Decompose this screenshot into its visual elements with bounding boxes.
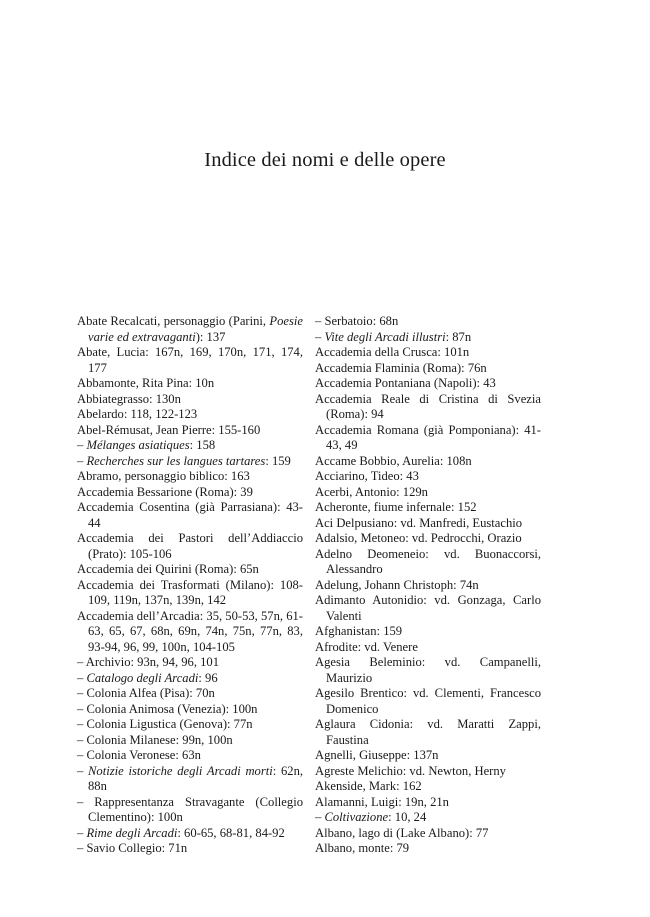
entry-text: Accademia dei Quirini (Roma): 65n [77, 562, 259, 576]
index-entry [315, 469, 541, 485]
entry-text: – Colonia Ligustica (Genova): 77n [77, 717, 253, 731]
entry-work-title: Mélanges asiatiques [86, 438, 190, 452]
index-entry [315, 810, 541, 826]
index-entry [77, 531, 303, 562]
index-entry [77, 578, 303, 609]
entry-text: Abelardo: 118, 122-123 [77, 407, 198, 421]
entry-text: Abate Recalcati, personaggio (Parini, [77, 314, 270, 328]
entry-text: Accademia Romana (già Pomponiana): 41-43, 49 [315, 422, 541, 452]
entry-text: Adimanto Autonidio: vd. Gonzaga, Carlo Valenti [315, 593, 541, 623]
entry-text: Adalsio, Metoneo: vd. Pedrocchi, Orazio [315, 531, 522, 545]
entry-text: Afrodite: vd. Venere [315, 639, 418, 654]
entry-text: : 60-65, 68-81, 84-92 [177, 825, 285, 840]
entry-text: – Colonia Alfea (Pisa): 70n [77, 686, 215, 700]
index-entry [77, 748, 303, 764]
entry-text: – [77, 825, 87, 840]
entry-text: – [77, 438, 87, 452]
index-entry [315, 547, 541, 578]
entry-text: Agesia Beleminio: vd. Campanelli, Maurizio [315, 655, 541, 685]
index-entry [77, 469, 303, 485]
index-entry [315, 578, 541, 594]
entry-text: Albano, monte: 79 [315, 841, 410, 855]
entry-text: Afghanistan: 159 [315, 624, 403, 638]
entry-text: Albano, lago di (Lake Albano): 77 [315, 825, 489, 840]
entry-text: – [77, 763, 89, 778]
entry-text: Abbamonte, Rita Pina: 10n [77, 376, 215, 390]
index-entry [77, 841, 303, 857]
index-entry [315, 392, 541, 423]
index-entry [315, 531, 541, 547]
index-entry [77, 314, 303, 345]
entry-text: Alamanni, Luigi: 19n, 21n [315, 794, 449, 809]
index-entry [315, 500, 541, 516]
entry-text: Accame Bobbio, Aurelia: 108n [315, 453, 472, 468]
index-entry [315, 841, 541, 857]
entry-text: – Rappresentanza Stravagante (Collegio Clementino): 100n [77, 794, 303, 824]
index-entry [315, 330, 541, 346]
entry-work-title: Coltivazione [324, 810, 389, 824]
index-entry [315, 624, 541, 640]
index-entry [77, 438, 303, 454]
index-entry [315, 314, 541, 330]
index-entry [77, 733, 303, 749]
entry-text: – [77, 670, 87, 685]
entry-text: – [315, 810, 325, 824]
index-column-left [77, 314, 303, 857]
entry-text: ): 137 [195, 329, 226, 344]
entry-text: Abel-Rémusat, Jean Pierre: 155-160 [77, 422, 261, 437]
index-entry [77, 392, 303, 408]
index-entry [315, 795, 541, 811]
entry-work-title: Rime degli Arcadi [86, 825, 178, 840]
entry-text: Accademia Pontaniana (Napoli): 43 [315, 376, 496, 390]
entry-text: : 158 [189, 438, 216, 452]
entry-text: Abate, Lucia: 167n, 169, 170n, 171, 174, 177 [77, 345, 303, 375]
index-entry [77, 423, 303, 439]
index-entry [77, 485, 303, 501]
index-entry [315, 826, 541, 842]
index-column-right [315, 314, 541, 857]
index-entry [77, 671, 303, 687]
index-entry [315, 779, 541, 795]
index-entry [315, 485, 541, 501]
index-entry [77, 764, 303, 795]
index-entry [315, 717, 541, 748]
index-entry [315, 345, 541, 361]
entry-text: : 62n, 88n [88, 763, 304, 793]
index-entry [315, 655, 541, 686]
entry-text: Accademia Flaminia (Roma): 76n [315, 360, 487, 375]
index-entry [77, 407, 303, 423]
entry-text: – Savio Collegio: 71n [77, 841, 188, 855]
entry-text: – Serbatoio: 68n [315, 314, 399, 328]
index-entry [77, 609, 303, 656]
entry-text: Accademia dell’Arcadia: 35, 50-53, 57n, 61-63, 65, 67, 68n, 69n, 74n, 75n, 77n, 83, 93-94, 96, 99, 100n, 104-105 [77, 608, 303, 654]
index-entry [315, 454, 541, 470]
entry-text: – [77, 453, 87, 468]
index-entry [315, 516, 541, 532]
index-entry [77, 562, 303, 578]
index-entry [77, 655, 303, 671]
index-entry [315, 423, 541, 454]
entry-text: – Colonia Milanese: 99n, 100n [77, 732, 233, 747]
entry-text: Accademia dei Pastori dell’Addiaccio (Prato): 105-106 [77, 531, 303, 561]
index-entry [77, 826, 303, 842]
index-entry [77, 345, 303, 376]
index-entry [315, 640, 541, 656]
entry-work-title: Catalogo degli Arcadi [86, 670, 199, 685]
entry-text: Accademia Bessarione (Roma): 39 [77, 484, 253, 499]
index-entry [315, 686, 541, 717]
entry-text: Adelung, Johann Christoph: 74n [315, 577, 479, 592]
entry-text: – Colonia Animosa (Venezia): 100n [77, 701, 258, 716]
entry-text: Agnelli, Giuseppe: 137n [315, 748, 439, 762]
entry-text: Acheronte, fiume infernale: 152 [315, 500, 477, 514]
entry-text: : 87n [445, 329, 472, 344]
entry-text: Agesilo Brentico: vd. Clementi, Francesco Domenico [315, 686, 541, 716]
entry-text: Akenside, Mark: 162 [315, 779, 422, 793]
entry-text: Aglaura Cidonia: vd. Maratti Zappi, Faustina [315, 717, 541, 747]
index-entry [315, 376, 541, 392]
page-title: Indice dei nomi e delle opere [204, 149, 446, 171]
entry-text: Accademia dei Trasformati (Milano): 108-109, 119n, 137n, 139n, 142 [77, 577, 303, 607]
entry-text: : 10, 24 [388, 810, 427, 824]
index-entry [77, 376, 303, 392]
entry-text: – Colonia Veronese: 63n [77, 748, 201, 762]
entry-text: : 159 [265, 453, 291, 468]
entry-text: – Archivio: 93n, 94, 96, 101 [77, 655, 220, 669]
entry-text: Acerbi, Antonio: 129n [315, 484, 428, 499]
index-entry [77, 500, 303, 531]
entry-work-title: Notizie istoriche degli Arcadi morti [88, 763, 273, 778]
index-entry [77, 686, 303, 702]
entry-work-title: Poesie varie ed extravaganti [88, 314, 303, 344]
index-entry [77, 454, 303, 470]
index-entry [77, 795, 303, 826]
entry-text: Accademia Reale di Cristina di Svezia (Roma): 94 [315, 391, 541, 421]
entry-text: Aci Delpusiano: vd. Manfredi, Eustachio [315, 515, 523, 530]
index-entry [77, 717, 303, 733]
entry-text: Accademia Cosentina (già Parrasiana): 43-44 [77, 500, 303, 530]
entry-text: : 96 [198, 670, 218, 685]
index-entry [77, 702, 303, 718]
index-entry [315, 764, 541, 780]
entry-text: Agreste Melichio: vd. Newton, Herny [315, 763, 506, 778]
entry-work-title: Recherches sur les langues tartares [86, 453, 266, 468]
entry-text: Acciarino, Tideo: 43 [315, 469, 419, 483]
entry-text: – [315, 329, 325, 344]
index-entry [315, 748, 541, 764]
entry-text: Abbiategrasso: 130n [77, 391, 181, 406]
entry-text: Adelno Deomeneio: vd. Buonaccorsi, Alessandro [315, 546, 541, 576]
entry-work-title: Vite degli Arcadi illustri [324, 329, 446, 344]
entry-text: Abramo, personaggio biblico: 163 [77, 469, 250, 483]
index-entry [315, 361, 541, 377]
entry-text: Accademia della Crusca: 101n [315, 345, 470, 359]
index-entry [315, 593, 541, 624]
